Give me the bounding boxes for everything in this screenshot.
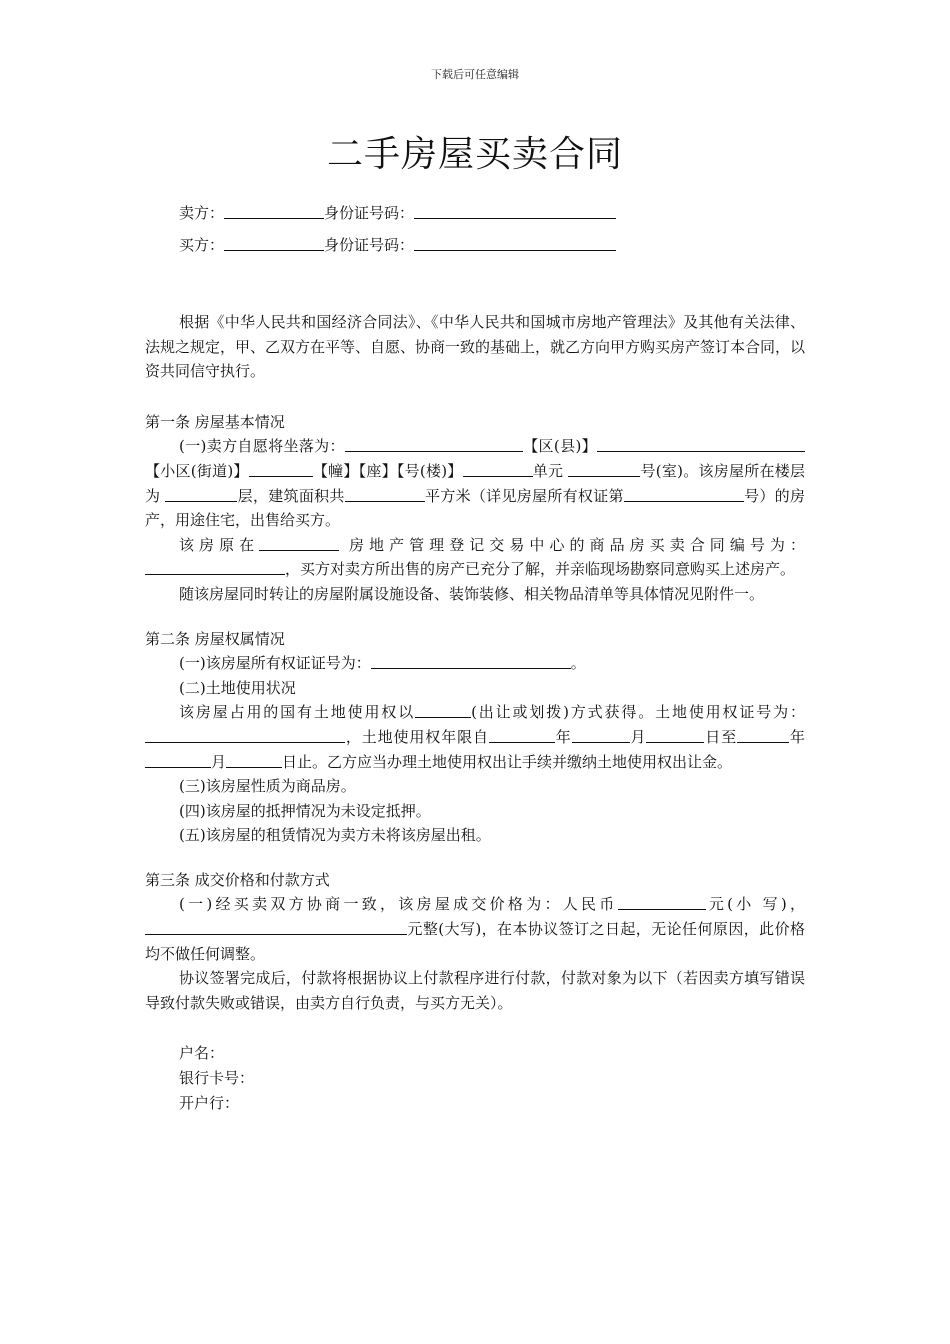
land-method-label: 该房屋占用的国有土地使用权以 [179,703,416,722]
room-label: 号(室)。该房屋所在楼层为 [145,461,805,505]
article1-heading: 第一条 房屋基本情况 [145,412,285,431]
location-label: (一)卖方自愿将坐落为： [179,437,345,456]
registry-blank [259,535,339,551]
contract-no-label: 房地产管理登记交易中心的商品房买卖合同编号为： [349,535,805,554]
buyer-line [145,229,805,261]
start-day-blank [646,727,704,743]
article1-contract-paragraph [145,533,805,582]
end-month-blank [145,752,211,768]
preamble-paragraph: 根据《中华人民共和国经济合同法》、《中华人民共和国城市房地产管理法》及其他有关法律、法规之规定，甲、乙双方在平等、自愿、协商一致的基础上，就乙方向甲方购买房产签订本合同，以资共同信守执行。 [145,313,806,381]
contract-no-blank [145,559,285,575]
community-blank [747,436,805,452]
start-month-blank [572,727,630,743]
payee-name-label: 户名： [179,1044,225,1063]
price-figure-blank [618,894,706,910]
start-year-blank [489,727,555,743]
buyer-id-label: 身份证号码： [324,236,415,254]
end-month-label: 月 [211,752,227,771]
district-blank [597,436,747,452]
ownership-period: 。 [570,654,586,673]
land-use-paragraph [145,700,805,774]
start-month-label: 月 [629,727,647,746]
registry-label: 该房原在 [179,535,260,554]
buyer-id-blank [414,235,616,251]
ownership-label: (一)该房屋所有权证证号为： [179,654,371,673]
article2-item4: (四)该房屋的抵押情况为未设定抵押。 [179,801,431,820]
article1-attachment-paragraph: 随该房屋同时转让的房屋附属设施设备、装饰装修、相关物品清单等具体情况见附件一。 [179,584,765,603]
payee-bank-label: 开户行： [179,1093,240,1112]
header-note: 下载后可任意编辑 [431,68,519,81]
building-blank [249,461,313,477]
buyer-name-blank [224,235,324,251]
payee-card-label: 银行卡号： [179,1069,255,1088]
floor-label: 层，建筑面积共 [237,486,345,505]
buyer-label: 买方： [179,236,225,254]
inspection-text: ，买方对卖方所出售的房产已充分了解，并亲临现场勘察同意购买上述房产。 [285,560,796,579]
land-cert-blank [145,727,345,743]
article2-item1 [145,651,805,676]
building-label: 【幢】【座】【号(楼)】 [312,461,463,480]
community-label: 【小区(街道)】 [145,461,249,480]
address-blank [345,436,523,452]
usage-text: 号）的房产，用途住宅，出售给买方。 [145,486,805,530]
article1-location-paragraph [145,434,805,532]
seller-line [145,197,805,229]
end-year-label: 年 [789,727,805,746]
seller-id-blank [414,203,616,219]
area-label: 平方米（详见房屋所有权证第 [424,486,624,505]
article2-heading: 第二条 房屋权属情况 [145,629,285,648]
floor-blank [165,486,237,502]
seller-label: 卖方： [179,204,225,222]
certificate-blank [624,486,744,502]
contract-body [145,197,805,1115]
room-blank [568,461,640,477]
area-blank [345,486,425,502]
unit-label: 单元 [532,461,564,480]
seller-name-blank [224,203,324,219]
land-fee-text: 日止。乙方应当办理土地使用权出让手续并缴纳土地使用权出让金。 [282,752,733,771]
article3-heading: 第三条 成交价格和付款方式 [145,870,330,889]
price-words-label: 元整(大写)，在本协议签订之日起，无论任何原因，此价格均不做任何调整。 [145,920,805,963]
page-title: 二手房屋买卖合同 [326,134,623,175]
price-words-blank [145,919,407,935]
land-method-blank [415,702,471,718]
price-paragraph [145,892,805,966]
land-term-label: ，土地使用权年限自 [345,727,489,746]
ownership-blank [371,653,571,669]
land-cert-label: (出让或划拨)方式获得。土地使用权证号为： [471,703,805,722]
start-day-label: 日至 [704,727,738,746]
end-year-blank [737,727,789,743]
start-year-label: 年 [554,727,572,746]
price-label: (一)经买卖双方协商一致，该房屋成交价格为：人民币 [179,895,618,914]
article2-item2: (二)土地使用状况 [179,678,296,697]
article2-item3: (三)该房屋性质为商品房。 [179,777,356,796]
seller-id-label: 身份证号码： [324,204,415,222]
end-day-blank [226,752,282,768]
unit-blank [463,461,533,477]
article2-item5: (五)该房屋的租赁情况为卖方未将该房屋出租。 [179,826,491,845]
payment-paragraph: 协议签署完成后，付款将根据协议上付款程序进行付款，付款对象为以下（若因卖方填写错误导致付款失败或错误，由卖方自行负责，与买方无关）。 [145,969,805,1012]
district-label: 【区(县)】 [522,437,597,456]
price-figure-label: 元(小 写)， [705,895,805,914]
